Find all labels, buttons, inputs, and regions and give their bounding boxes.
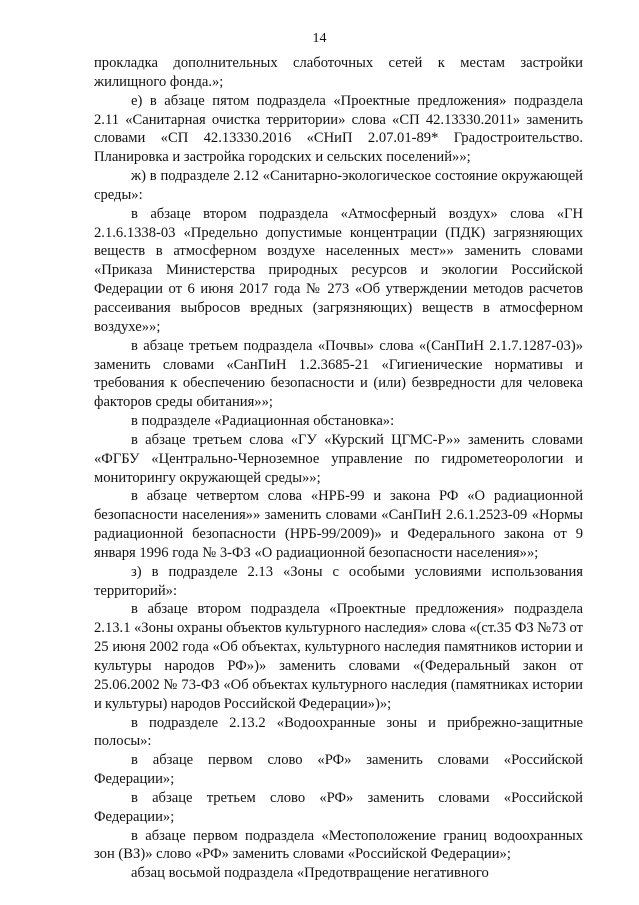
paragraph: в абзаце третьем подраздела «Почвы» слова «(СанПиН 2.1.7.1287-03)» заменить словами «СанПиН 1.2.3685-21 «Гигиенические нормативы и требования к обеспечению безопасности и (или) безвредности для человека факторов среды обитания»»; xyxy=(94,337,583,411)
paragraph: в абзаце втором подраздела «Проектные предложения» подраздела 2.13.1 «Зоны охраны объектов культурного наследия» слова «(ст.35 ФЗ №73 от 25 июня 2002 года «Об объектах, культурного наследия памятников истории и культуры народов РФ»)» заменить словами «(Федеральный закон от 25.06.2002 № 73-ФЗ «Об объектах культурного наследия (памятниках истории и культуры) народов Российской Федерации»)»; xyxy=(94,601,583,712)
paragraph: ж) в подразделе 2.12 «Санитарно-экологическое состояние окружающей среды»: xyxy=(94,168,583,203)
paragraph: в абзаце третьем слова «ГУ «Курский ЦГМС-Р»» заменить словами «ФГБУ «Центрально-Черноземное управление по гидрометеорологии и мониторингу окружающей среды»»; xyxy=(94,431,583,486)
paragraph: е) в абзаце пятом подраздела «Проектные предложения» подраздела 2.11 «Санитарная очистка территории» слова «СП 42.13330.2011» заменить словами «СП 42.13330.2016 «СНиП 2.07.01-89* Градостроительство. Планировка и застройка городских и сельских поселений»»; xyxy=(94,92,583,166)
paragraph: прокладка дополнительных слаботочных сетей к местам застройки жилищного фонда.»; xyxy=(94,55,583,90)
paragraph: з) в подразделе 2.13 «Зоны с особыми условиями использования территорий»: xyxy=(94,563,583,599)
paragraph: в абзаце четвертом слова «НРБ-99 и закона РФ «О радиационной безопасности населения»» заменить словами «СанПиН 2.6.1.2523-09 «Нормы радиационной безопасности (НРБ-99/2009)» и Федерального закона от 9 января 1996 года № 3-ФЗ «О радиационной безопасности населения»»; xyxy=(94,488,583,561)
paragraph: в абзаце втором подраздела «Атмосферный воздух» слова «ГН 2.1.6.1338-03 «Предельно допустимые концентрации (ПДК) загрязняющих веществ в атмосферном воздухе населенных мест»» заменить словами «Приказа Министерства природных ресурсов и экологии Российской Федерации от 6 июня 2017 года № 273 «Об утверждении методов расчетов рассеивания выбросов вредных (загрязняющих) веществ в атмосферном воздухе»»; xyxy=(94,205,583,335)
paragraph: в абзаце первом подраздела «Местоположение границ водоохранных зон (ВЗ)» слово «РФ» заменить словами «Российской Федерации»; xyxy=(94,827,583,863)
paragraph: в подразделе «Радиационная обстановка»: xyxy=(131,413,395,430)
page-number: 14 xyxy=(312,31,327,46)
paragraph: в подразделе 2.13.2 «Водоохранные зоны и прибрежно-защитные полосы»: xyxy=(94,714,583,750)
document-body xyxy=(94,54,583,883)
paragraph: абзац восьмой подраздела «Предотвращение негативного xyxy=(131,865,489,882)
paragraph: в абзаце третьем слово «РФ» заменить словами «Российской Федерации»; xyxy=(94,789,583,825)
paragraph: в абзаце первом слово «РФ» заменить словами «Российской Федерации»; xyxy=(94,752,583,788)
